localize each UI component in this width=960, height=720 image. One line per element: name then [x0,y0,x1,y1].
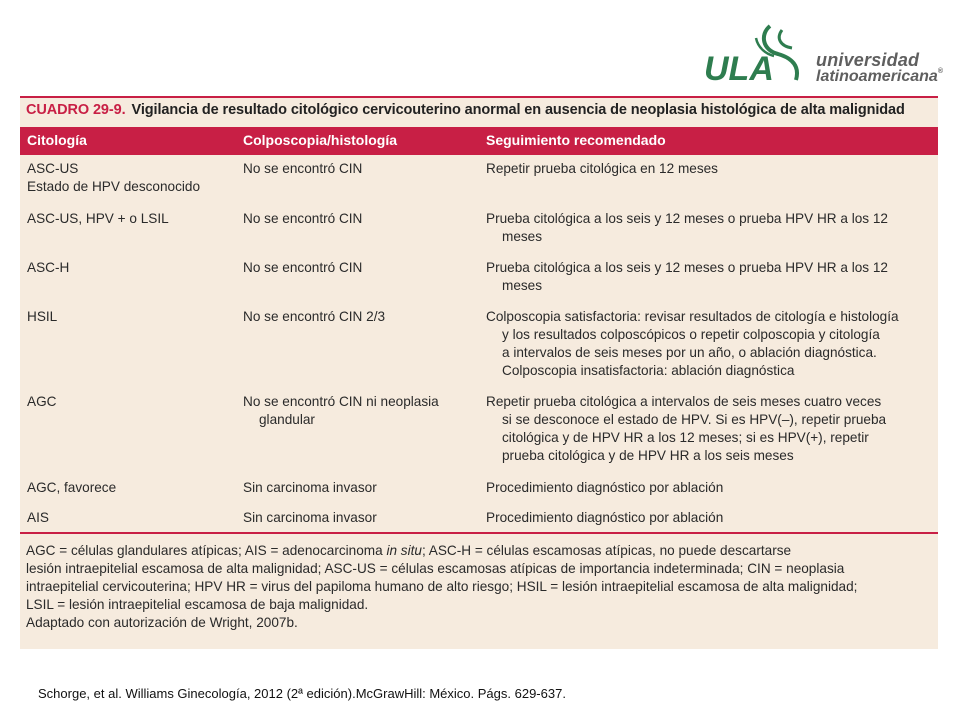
cell-seguimiento [486,160,934,178]
cell-seguimiento [486,259,934,295]
cell-line: Sin carcinoma invasor [243,510,377,525]
cell-seguimiento [486,479,934,497]
logo-name-line1: universidad [816,50,920,70]
logo-name-line2 [816,68,943,86]
cell-line: HSIL [27,309,58,324]
cell-colposcopia [243,308,483,326]
cell-citologia [27,259,237,277]
ula-emblem-icon [700,20,816,92]
logo-name-line2-text: latinoamericana [816,68,938,85]
cell-citologia [27,160,237,196]
footnote-line: LSIL = lesión intraepitelial escamosa de baja malignidad. [26,597,369,612]
logo-mark-text: ULA [704,50,774,88]
table-title [26,102,936,124]
cell-citologia [27,479,237,497]
cell-line: No se encontró CIN 2/3 [243,309,386,324]
registered-mark: ® [937,68,943,75]
cell-line: a intervalos de seis meses por un año, o ablación diagnóstica. [502,345,877,360]
cell-line: Repetir prueba citológica a intervalos de seis meses cuatro veces [486,394,882,409]
cell-line: glandular [259,412,315,427]
cell-line: Estado de HPV desconocido [27,179,201,194]
cell-line: Prueba citológica a los seis y 12 meses o prueba HPV HR a los 12 [486,211,888,226]
cell-line: Sin carcinoma invasor [243,480,377,495]
cell-citologia [27,308,237,326]
cell-seguimiento [486,308,934,380]
header-citologia: Citología [27,132,87,148]
table-panel [20,96,938,649]
cell-line: No se encontró CIN [243,161,363,176]
cell-line: No se encontró CIN [243,211,363,226]
header-colposcopia: Colposcopia/histología [243,132,398,148]
university-logo [700,20,950,92]
cell-line: Procedimiento diagnóstico por ablación [486,480,724,495]
cell-line: AGC, favorece [27,480,117,495]
table-number: CUADRO 29-9. [26,102,126,118]
cell-citologia [27,210,237,228]
source-citation: Schorge, et al. Williams Ginecología, 2012 (2ª edición).McGrawHill: México. Págs. 629-637. [38,686,566,701]
footnote-divider [20,532,938,534]
cell-line: AIS [27,510,49,525]
footnote-line: AGC = células glandulares atípicas; AIS = adenocarcinoma in situ; ASC-H = células escamosas atípicas, no puede descartarse [26,543,792,558]
cell-line: No se encontró CIN [243,260,363,275]
table-title-text: Vigilancia de resultado citológico cervicouterino anormal en ausencia de neoplasia histológica de alta malignidad [131,102,905,118]
footnote-line: lesión intraepitelial escamosa de alta malignidad; ASC-US = células escamosas atípicas de importancia indeterminada; CIN = neoplasia [26,561,845,576]
cell-line: Repetir prueba citológica en 12 meses [486,161,718,176]
cell-seguimiento [486,393,934,465]
cell-colposcopia [243,160,483,178]
cell-citologia [27,393,237,411]
cell-line: meses [502,278,543,293]
cell-citologia [27,509,237,527]
cell-line: citológica y de HPV HR a los 12 meses; si es HPV(+), repetir [502,430,869,445]
header-seguimiento: Seguimiento recomendado [486,132,666,148]
cell-line: Procedimiento diagnóstico por ablación [486,510,724,525]
panel-top-rule [20,96,938,98]
cell-colposcopia [243,509,483,527]
cell-line: si se desconoce el estado de HPV. Si es HPV(–), repetir prueba [502,412,887,427]
cell-line: ASC-US, HPV + o LSIL [27,211,169,226]
footnote-line: intraepitelial cervicouterina; HPV HR = virus del papiloma humano de alto riesgo; HSIL = lesión intraepitelial escamosa de alta malignidad; [26,579,858,594]
cell-line: No se encontró CIN ni neoplasia [243,394,439,409]
cell-line: prueba citológica y de HPV HR a los seis meses [502,448,794,463]
cell-line: AGC [27,394,57,409]
footnote-line: Adaptado con autorización de Wright, 2007b. [26,615,298,630]
cell-line: meses [502,229,543,244]
table-header-row [20,127,938,155]
cell-seguimiento [486,210,934,246]
cell-colposcopia [243,210,483,228]
cell-colposcopia [243,479,483,497]
cell-line: ASC-H [27,260,70,275]
cell-colposcopia [243,259,483,277]
italic-term: in situ [386,543,422,558]
cell-line: Colposcopia satisfactoria: revisar resultados de citología e histología [486,309,899,324]
cell-line: Colposcopia insatisfactoria: ablación diagnóstica [502,363,795,378]
table-footnotes [26,542,936,632]
cell-line: Prueba citológica a los seis y 12 meses o prueba HPV HR a los 12 [486,260,888,275]
cell-line: ASC-US [27,161,79,176]
cell-colposcopia [243,393,483,429]
cell-line: y los resultados colposcópicos o repetir colposcopia y citología [502,327,880,342]
cell-seguimiento [486,509,934,527]
